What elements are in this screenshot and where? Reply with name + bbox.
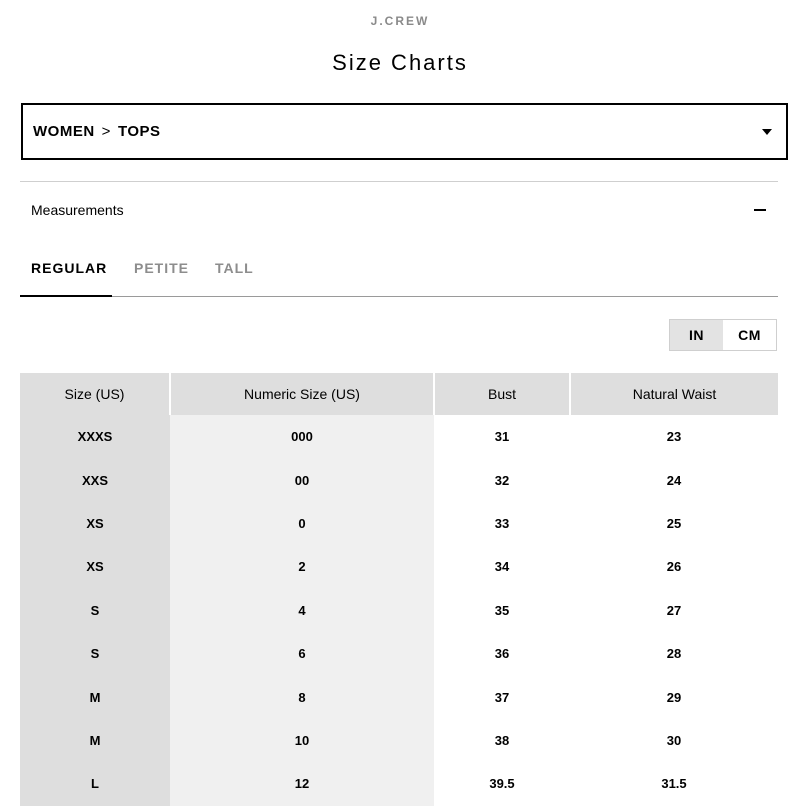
header-bust: Bust <box>434 373 570 415</box>
table-cell: 30 <box>570 719 778 762</box>
table-cell: 38 <box>434 719 570 762</box>
brand-logo: J.CREW <box>370 14 430 28</box>
header-natural-waist: Natural Waist <box>570 373 778 415</box>
table-row <box>20 502 778 545</box>
unit-cm-button[interactable]: CM <box>738 327 761 343</box>
table-row <box>20 458 778 501</box>
category-separator: > <box>101 123 111 140</box>
header-size-us: Size (US) <box>20 373 170 415</box>
table-cell: S <box>20 589 170 632</box>
table-row <box>20 632 778 675</box>
minus-icon[interactable] <box>754 209 766 211</box>
table-row <box>20 762 778 805</box>
table-cell: 37 <box>434 675 570 718</box>
table-cell: 39.5 <box>434 762 570 805</box>
category-dropdown[interactable] <box>21 103 788 160</box>
table-cell: 0 <box>170 502 434 545</box>
header-numeric-size: Numeric Size (US) <box>170 373 434 415</box>
active-tab-indicator <box>20 295 112 297</box>
table-row <box>20 415 778 458</box>
table-header-row <box>20 373 778 415</box>
table-row <box>20 719 778 762</box>
table-cell: 000 <box>170 415 434 458</box>
table-cell: 00 <box>170 458 434 501</box>
table-cell: 12 <box>170 762 434 805</box>
chevron-down-icon <box>762 129 772 135</box>
table-cell: 2 <box>170 545 434 588</box>
measurements-accordion-header[interactable] <box>20 195 778 225</box>
category-tops: TOPS <box>117 123 161 140</box>
table-row <box>20 675 778 718</box>
unit-toggle <box>669 319 777 351</box>
table-cell: 4 <box>170 589 434 632</box>
table-cell: 8 <box>170 675 434 718</box>
table-cell: 28 <box>570 632 778 675</box>
table-cell: XS <box>20 502 170 545</box>
page-title: Size Charts <box>332 50 468 75</box>
tab-regular[interactable]: REGULAR <box>31 260 108 276</box>
table-cell: M <box>20 719 170 762</box>
table-cell: 26 <box>570 545 778 588</box>
category-women: WOMEN <box>33 123 95 140</box>
table-row <box>20 545 778 588</box>
table-cell: S <box>20 632 170 675</box>
table-row <box>20 589 778 632</box>
table-cell: XXS <box>20 458 170 501</box>
size-chart-table <box>20 373 778 806</box>
table-cell: 33 <box>434 502 570 545</box>
table-cell: 10 <box>170 719 434 762</box>
fit-tabs <box>20 250 778 297</box>
tab-tall[interactable]: TALL <box>215 260 254 276</box>
section-divider <box>20 181 778 182</box>
table-cell: 23 <box>570 415 778 458</box>
tabs-divider <box>20 296 778 297</box>
table-cell: 35 <box>434 589 570 632</box>
table-cell: 36 <box>434 632 570 675</box>
table-cell: XS <box>20 545 170 588</box>
table-cell: L <box>20 762 170 805</box>
table-cell: 27 <box>570 589 778 632</box>
unit-in-button[interactable]: IN <box>670 320 723 350</box>
table-cell: 32 <box>434 458 570 501</box>
table-cell: 6 <box>170 632 434 675</box>
table-cell: 31.5 <box>570 762 778 805</box>
table-cell: 31 <box>434 415 570 458</box>
table-cell: 34 <box>434 545 570 588</box>
section-title: Measurements <box>31 202 124 218</box>
table-cell: 24 <box>570 458 778 501</box>
table-cell: XXXS <box>20 415 170 458</box>
table-cell: 25 <box>570 502 778 545</box>
table-cell: 29 <box>570 675 778 718</box>
tab-petite[interactable]: PETITE <box>134 260 190 276</box>
table-cell: M <box>20 675 170 718</box>
